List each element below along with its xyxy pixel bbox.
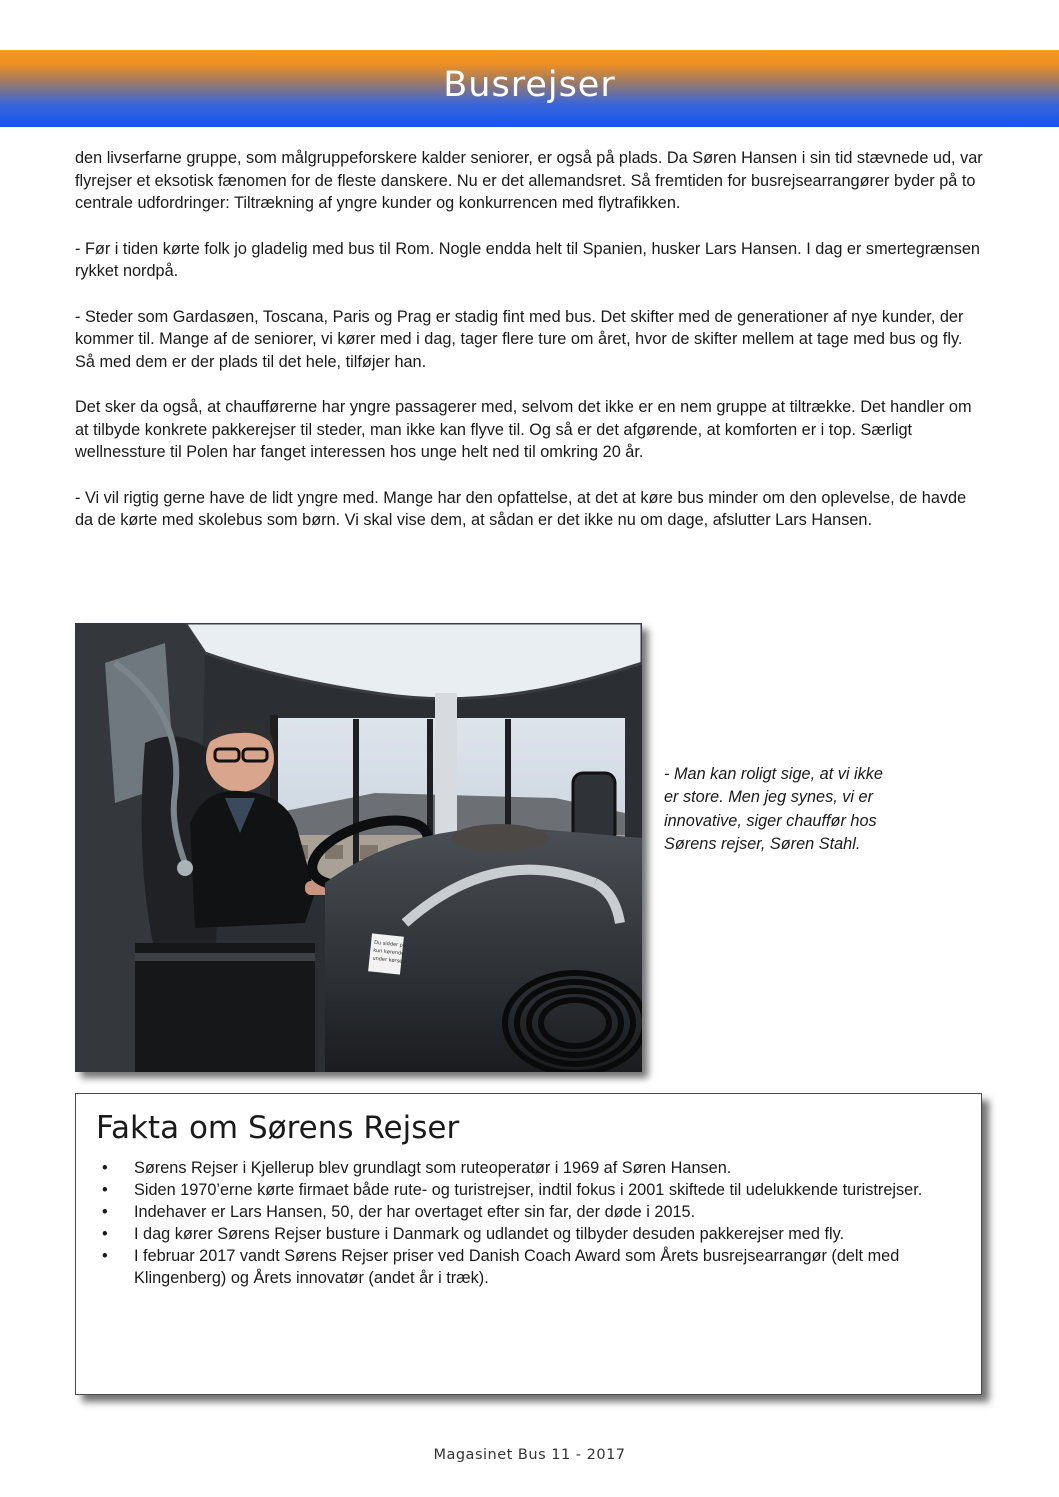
bullet-icon: • <box>102 1202 108 1221</box>
fakta-title: Fakta om Sørens Rejser <box>96 1110 460 1146</box>
fakta-item <box>96 1202 966 1224</box>
article-paragraph-1: den livserfarne gruppe, som målgruppeforskere kalder seniorer, er også på plads. Da Søren Hansen i sin tid stævnede ud, var flyrejser et eksotisk fænomen for de fleste danskere. Nu er det allemandsret. Så fremtiden for busrejsearrangører byder på to centrale udfordringer: Tiltrækning af yngre kunder og konkurrencen med flytrafikken. <box>75 149 983 212</box>
bullet-icon: • <box>102 1159 108 1177</box>
bullet-icon: • <box>102 1224 108 1243</box>
fakta-item <box>96 1158 966 1180</box>
header-banner <box>0 50 1059 127</box>
bus-cockpit-illustration <box>75 623 642 1072</box>
fakta-list <box>96 1158 966 1289</box>
fakta-item <box>96 1224 966 1246</box>
fakta-item-text: Indehaver er Lars Hansen, 50, der har overtaget efter sin far, der døde i 2015. <box>134 1202 696 1221</box>
fakta-item <box>96 1246 966 1290</box>
page-title: Busrejser <box>443 65 616 105</box>
bullet-icon: • <box>102 1180 108 1199</box>
photo-caption: - Man kan roligt sige, at vi ikke er store. Men jeg synes, vi er innovative, siger chauffør hos Sørens rejser, Søren Stahl. <box>664 765 883 854</box>
fakta-item-text: Siden 1970’erne kørte firmaet både rute- og turistrejser, indtil fokus i 2001 skiftede til udelukkende turistrejser. <box>134 1180 923 1199</box>
fakta-item-text: I februar 2017 vandt Sørens Rejser priser ved Danish Coach Award som Årets busrejsearrangør (delt med Klingenberg) og Årets innovatør (andet år i træk). <box>134 1246 900 1287</box>
fakta-item <box>96 1180 966 1202</box>
article-paragraph-4: Det sker da også, at chaufførerne har yngre passagerer med, selvom det ikke er en nem gruppe at tiltrække. Det handler om at tilbyde konkrete pakkerejser til steder, man ikke kan flyve til. Og så er det afgørende, at komforten er i top. Særligt wellnessture til Polen har fanget interessen hos unge helt ned til omkring 20 år. <box>75 398 972 461</box>
sign-line-3: under kørsel <box>372 955 404 965</box>
article-paragraph-5: - Vi vil rigtig gerne have de lidt yngre med. Mange har den opfattelse, at det at køre bus minder om den oplevelse, de havde da de kørte med skolebus som børn. Vi skal vise dem, at sådan er det ikke nu om dage, afslutter Lars Hansen. <box>75 488 967 529</box>
article-paragraph-3: - Steder som Gardasøen, Toscana, Paris og Prag er stadig fint med bus. Det skifter med de generationer af nye kunder, der kommer til. Mange af de seniorer, vi kører med i dag, tager flere ture om året, hvor de skifter mellem at tage med bus og fly. Så med dem er der plads til det hele, tilføjer han. <box>75 307 964 371</box>
fakta-item-text: I dag kører Sørens Rejser busture i Danmark og udlandet og tilbyder desuden pakkerejser med fly. <box>134 1224 845 1243</box>
sign-line-2: kun kørende <box>372 947 405 957</box>
article-body <box>75 147 985 555</box>
sign-line-1: Du sidder på <box>373 939 407 950</box>
page-footer: Magasinet Bus 11 - 2017 <box>433 1447 626 1463</box>
bus-driver-photo <box>75 623 642 1072</box>
bullet-icon: • <box>102 1246 108 1265</box>
fakta-box <box>75 1093 982 1395</box>
article-paragraph-2: - Før i tiden kørte folk jo gladelig med bus til Rom. Nogle endda helt til Spanien, husker Lars Hansen. I dag er smertegrænsen rykket nordpå. <box>75 239 980 280</box>
fakta-item-text: Sørens Rejser i Kjellerup blev grundlagt som ruteoperatør i 1969 af Søren Hansen. <box>134 1159 732 1177</box>
